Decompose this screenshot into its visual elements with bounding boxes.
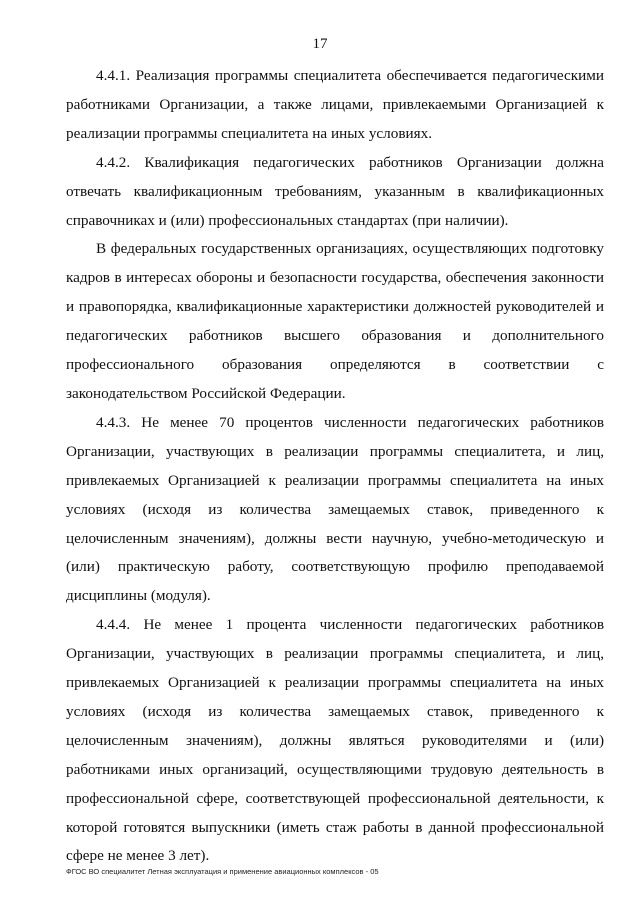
document-body <box>66 62 604 871</box>
paragraph-4-4-1: 4.4.1. Реализация программы специалитета обеспечивается педагогическими работниками Организации, а также лицами, привлекаемыми Организацией к реализации программы специалитета на иных условиях. <box>66 67 604 142</box>
page-number: 17 <box>312 36 328 52</box>
page-footer: ФГОС ВО специалитет Летная эксплуатация и применение авиационных комплексов - 05 <box>66 867 379 876</box>
paragraph-4-4-3: 4.4.3. Не менее 70 процентов численности педагогических работников Организации, участвующих в реализации программы специалитета, и лиц, привлекаемых Организацией к реализации программы специалитета на иных условиях (исходя из количества замещаемых ставок, приведенного к целочисленным значениям), должны вести научную, учебно-методическую и (или) практическую работу, соответствующую профилю преподаваемой дисциплины (модуля). <box>66 413 604 605</box>
paragraph-federal-organizations: В федеральных государственных организациях, осуществляющих подготовку кадров в интересах обороны и безопасности государства, обеспечения законности и правопорядка, квалификационные характеристики должностей руководителей и педагогических работников высшего образования и дополнительного профессионального образования определяются в соответствии с законодательством Российской Федерации. <box>66 240 604 402</box>
paragraph-4-4-4: 4.4.4. Не менее 1 процента численности педагогических работников Организации, участвующих в реализации программы специалитета, и лиц, привлекаемых Организацией к реализации программы специалитета на иных условиях (исходя из количества замещаемых ставок, приведенного к целочисленным значениям), должны являться руководителями и (или) работниками иных организаций, осуществляющими трудовую деятельность в профессиональной сфере, соответствующей профессиональной деятельности, к которой готовятся выпускники (иметь стаж работы в данной профессиональной сфере не менее 3 лет). <box>66 616 604 865</box>
paragraph-4-4-2: 4.4.2. Квалификация педагогических работников Организации должна отвечать квалификационным требованиям, указанным в квалификационных справочниках и (или) профессиональных стандартах (при наличии). <box>66 153 604 229</box>
